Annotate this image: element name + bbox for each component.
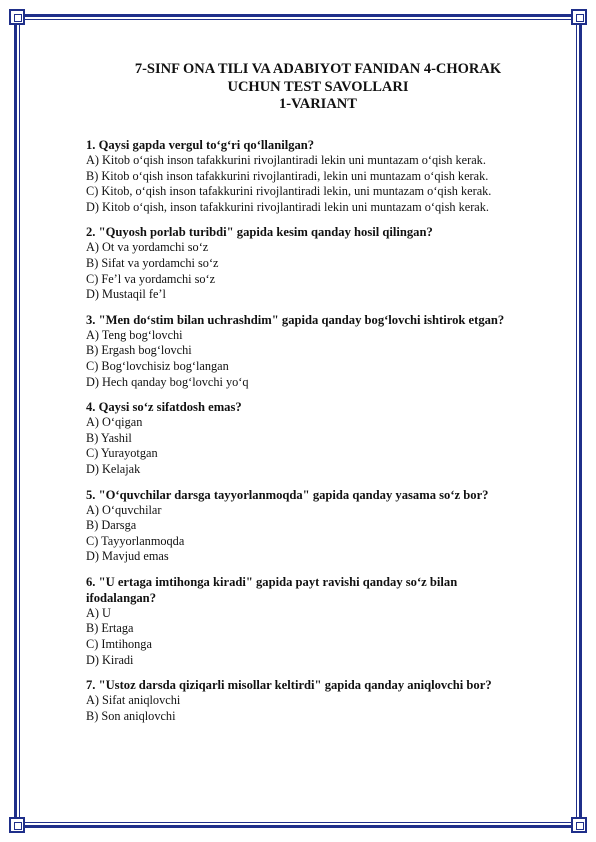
question-6 [86, 574, 566, 668]
answer-option-d: D) Hech qanday bog‘lovchi yo‘q [86, 374, 249, 389]
answer-option-a: A) Ot va yordamchi so‘z [86, 240, 209, 255]
answer-option-d: D) Mavjud emas [86, 549, 169, 564]
answer-option-a: A) O‘quvchilar [86, 502, 162, 517]
answer-option-a: A) O‘qigan [86, 415, 143, 430]
question-text: 1. Qaysi gapda vergul to‘g‘ri qo‘llanilgan? [86, 138, 315, 152]
question-1 [86, 137, 566, 215]
corner-ornament [9, 817, 25, 833]
answer-option-d: D) Kelajak [86, 461, 141, 476]
question-text: 5. "O‘quvchilar darsga tayyorlanmoqda" gapida qanday yasama so‘z bor? [86, 487, 489, 502]
answer-option-a: A) U [86, 605, 111, 620]
answer-option-b: B) Son aniqlovchi [86, 708, 176, 723]
answer-option-c: C) Bog‘lovchisiz bog‘langan [86, 358, 229, 373]
answer-option-d: D) Kitob o‘qish, inson tafakkurini rivojlantiradi lekin uni muntazam o‘qish kerak. [86, 199, 489, 214]
answer-option-c: C) Imtihonga [86, 637, 152, 652]
question-3 [86, 312, 566, 390]
answer-option-c: C) Kitob, o‘qish inson tafakkurini rivojlantiradi lekin, uni muntazam o‘qish kerak. [86, 184, 492, 199]
answer-option-c: C) Tayyorlanmoqda [86, 533, 185, 548]
answer-option-d: D) Mustaqil fe’l [86, 287, 166, 302]
question-text: 7. "Ustoz darsda qiziqarli misollar keltirdi" gapida qanday aniqlovchi bor? [86, 678, 492, 693]
answer-option-b: B) Darsga [86, 518, 137, 533]
question-text: 4. Qaysi so‘z sifatdosh emas? [86, 400, 242, 415]
answer-option-a: A) Sifat aniqlovchi [86, 693, 181, 708]
question-5 [86, 487, 566, 565]
question-text: 3. "Men do‘stim bilan uchrashdim" gapida qanday bog‘lovchi ishtirok etgan? [86, 312, 505, 327]
question-text: 2. "Quyosh porlab turibdi" gapida kesim qanday hosil qilingan? [86, 225, 433, 240]
corner-ornament [571, 9, 587, 25]
answer-option-d: D) Kiradi [86, 652, 134, 667]
answer-option-b: B) Sifat va yordamchi so‘z [86, 255, 219, 270]
question-4 [86, 399, 566, 477]
question-text: 6. "U ertaga imtihonga kiradi" gapida payt ravishi qanday so‘z bilan [86, 574, 458, 589]
answer-option-a: A) Teng bog‘lovchi [86, 327, 183, 342]
question-2 [86, 224, 566, 302]
corner-ornament [9, 9, 25, 25]
answer-option-a: A) Kitob o‘qish inson tafakkurini rivojlantiradi lekin uni muntazam o‘qish kerak. [86, 153, 486, 167]
document-title-line1: 7-SINF ONA TILI VA ADABIYOT FANIDAN 4-CHORAK [134, 61, 502, 77]
answer-option-c: C) Fe’l va yordamchi so‘z [86, 271, 216, 286]
variant-label: 1-VARIANT [279, 96, 357, 112]
answer-option-c: C) Yurayotgan [86, 446, 158, 461]
question-text-continued: ifodalangan? [86, 590, 156, 605]
questions-list [86, 137, 566, 733]
answer-option-b: B) Ergash bog‘lovchi [86, 343, 192, 358]
corner-ornament [571, 817, 587, 833]
answer-option-b: B) Ertaga [86, 621, 134, 636]
document-title-line2: UCHUN TEST SAVOLLARI [227, 79, 409, 95]
answer-option-b: B) Yashil [86, 430, 132, 445]
answer-option-b: B) Kitob o‘qish inson tafakkurini rivojlantiradi, lekin uni muntazam o‘qish kerak. [86, 168, 489, 183]
question-7 [86, 677, 566, 724]
